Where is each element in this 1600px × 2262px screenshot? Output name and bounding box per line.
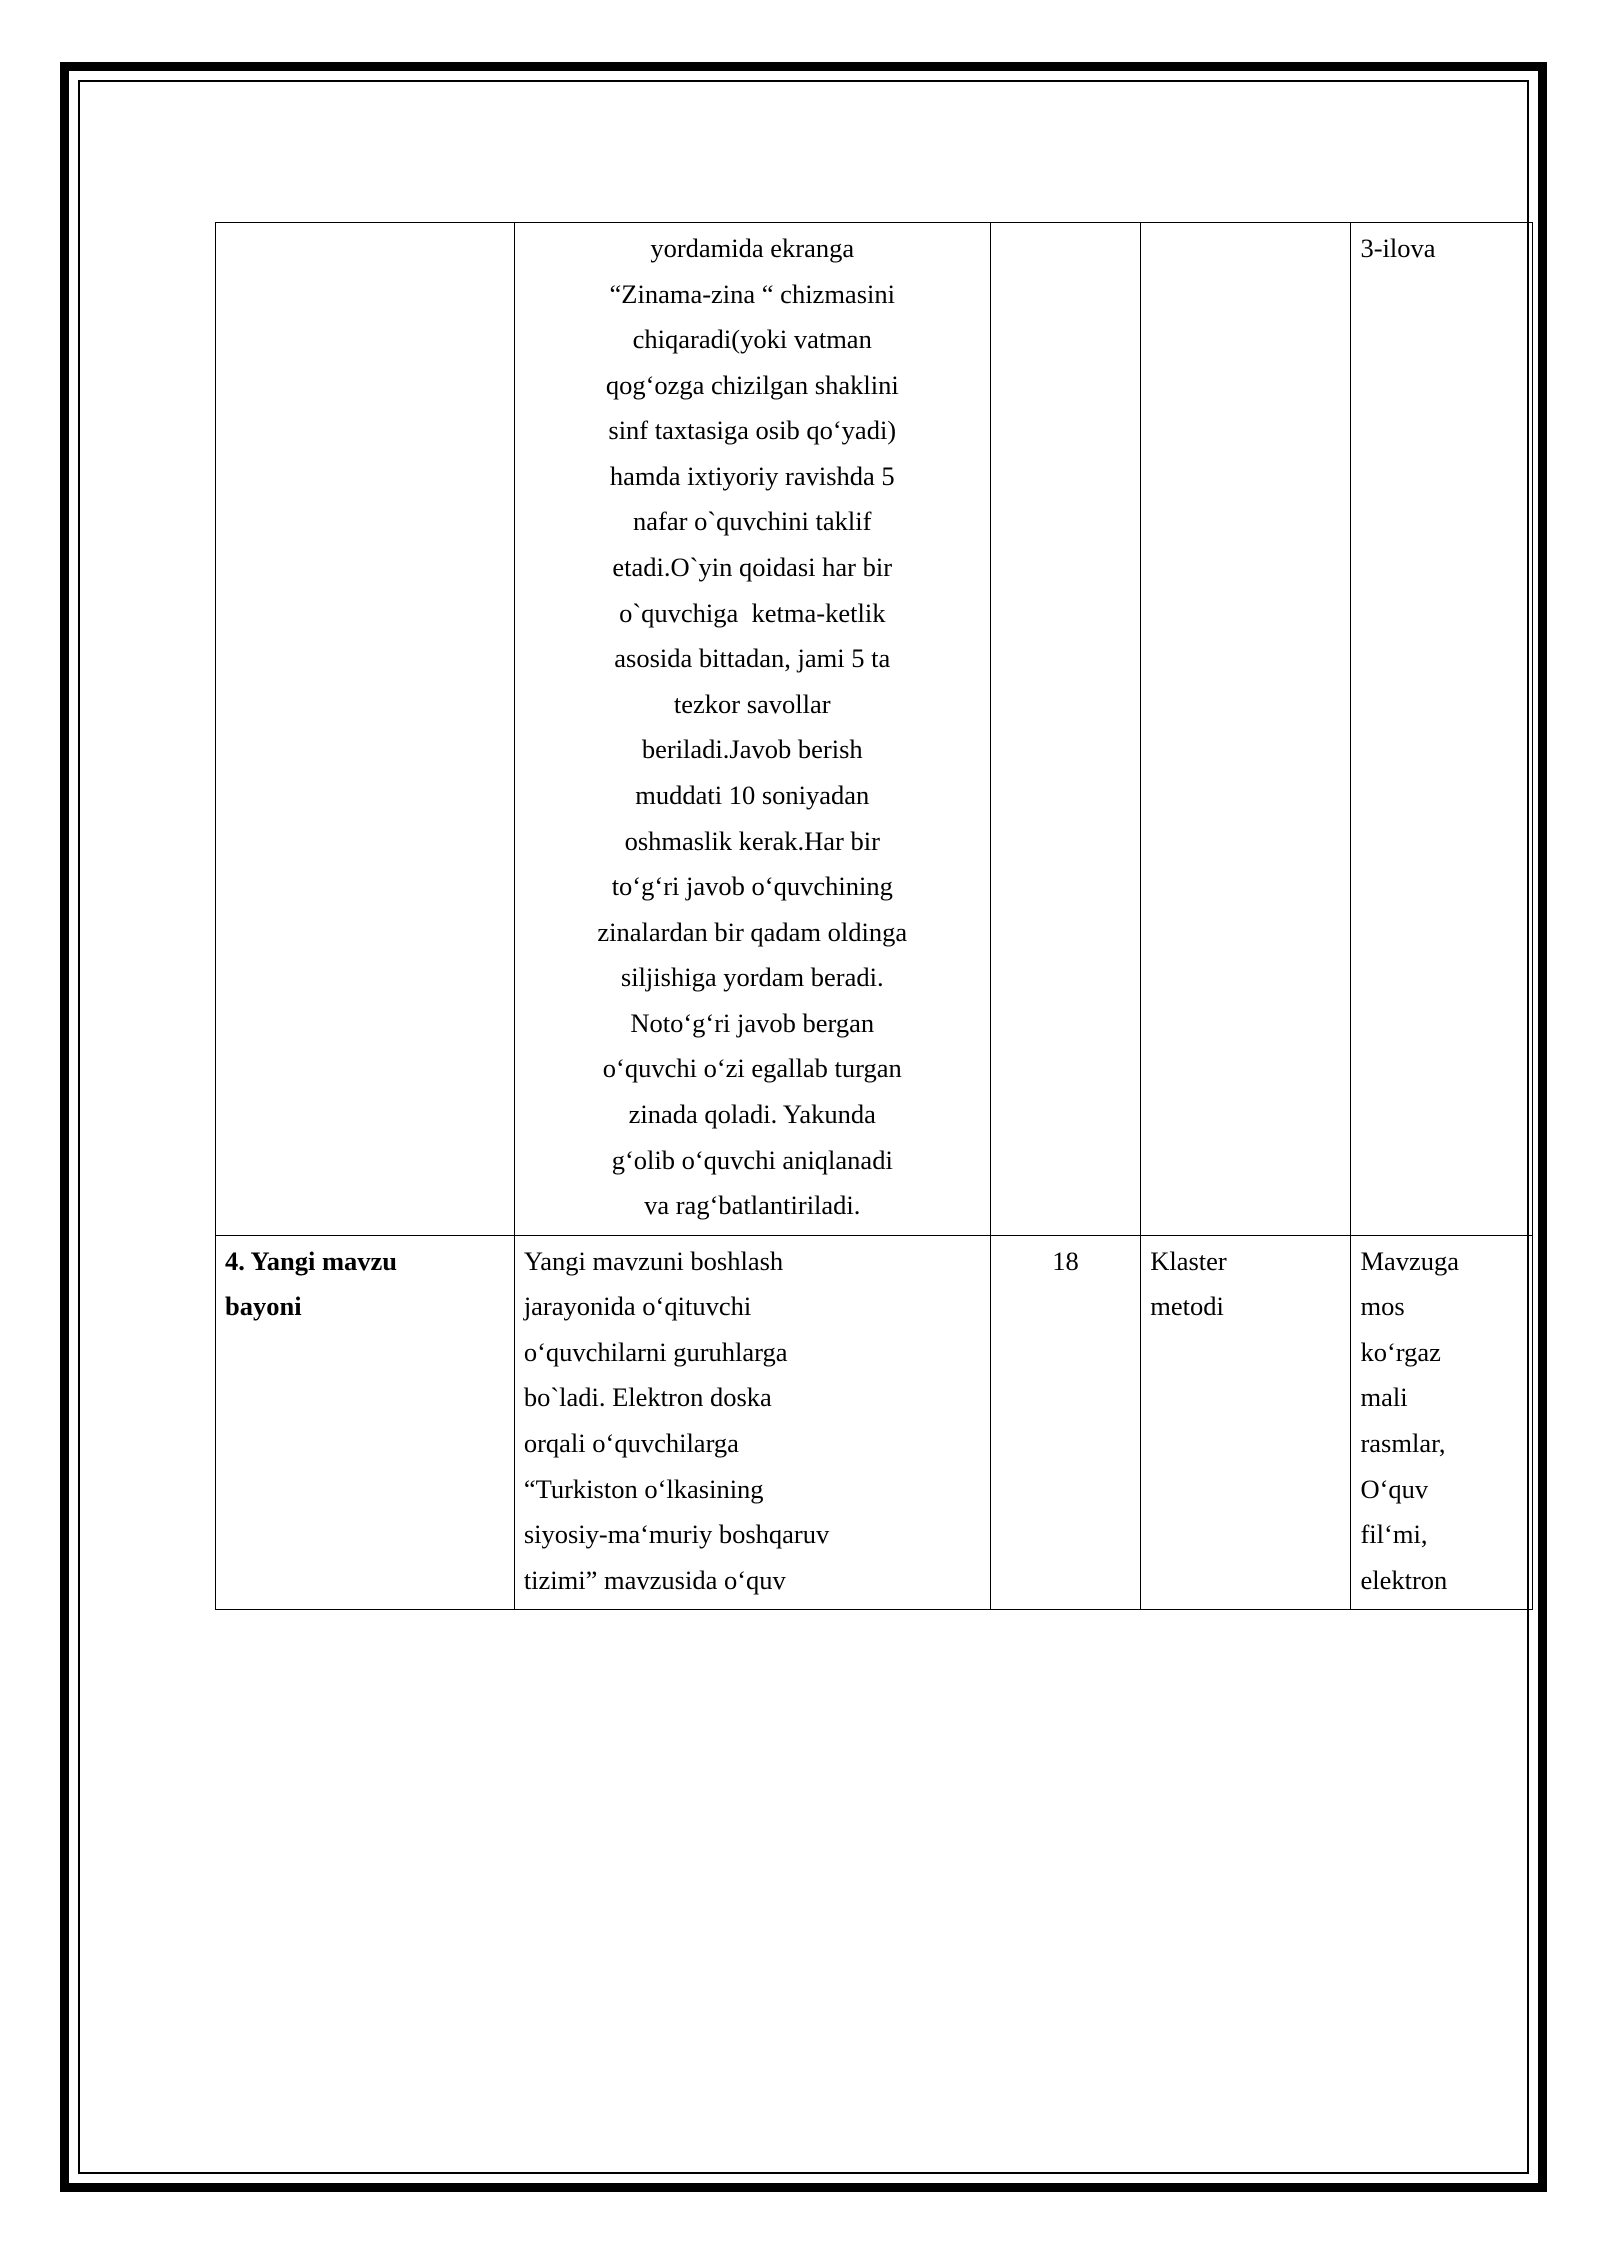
- text-line: metodi: [1150, 1291, 1224, 1322]
- text-line: mos: [1360, 1291, 1405, 1322]
- text-line: “Zinama-zina “ chizmasini: [609, 278, 895, 309]
- cell-lesson-stage-new-topic: [216, 1235, 515, 1610]
- cell-lesson-stage-continued: [216, 223, 515, 1236]
- text-line: qog‘ozga chizilgan shaklini: [605, 369, 899, 400]
- text-line: “Turkiston o‘lkasining: [523, 1473, 764, 1504]
- text-line: o‘quvchi o‘zi egallab turgan: [602, 1053, 902, 1084]
- page-outer-border: [60, 62, 1547, 2192]
- text-line: Yangi mavzuni boshlash: [523, 1245, 784, 1276]
- text-line: Klaster: [1150, 1245, 1227, 1276]
- text-line: orqali o‘quvchilarga: [523, 1428, 739, 1459]
- text-line: o‘quvchilarni guruhlarga: [523, 1336, 788, 1367]
- text-line: sinf taxtasiga osib qo‘yadi): [608, 415, 897, 446]
- page-inner-border: [78, 80, 1529, 2174]
- text-line: rasmlar,: [1360, 1428, 1446, 1459]
- text-line: siljishiga yordam beradi.: [620, 962, 884, 993]
- text-line: zinalardan bir qadam oldinga: [597, 916, 908, 947]
- text-line: bo`ladi. Elektron doska: [523, 1382, 772, 1413]
- cell-method-new-topic: [1141, 1235, 1351, 1610]
- table-row: [216, 223, 1533, 1236]
- text-line: Mavzuga: [1360, 1245, 1460, 1276]
- text-line: Noto‘g‘ri javob bergan: [630, 1007, 875, 1038]
- text-line: o`quvchiga ketma-ketlik: [619, 597, 886, 628]
- text-line: 4. Yangi mavzu: [225, 1245, 398, 1276]
- cell-activity-description-new-topic: [514, 1235, 990, 1610]
- attachment-label: 3-ilova: [1360, 233, 1436, 263]
- cell-method-continued: [1141, 223, 1351, 1236]
- text-line: hamda ixtiyoriy ravishda 5: [609, 460, 895, 491]
- text-line: to‘g‘ri javob o‘quvchining: [611, 871, 893, 902]
- text-line: yordamida ekranga: [650, 233, 855, 263]
- text-line: nafar o`quvchini taklif: [633, 506, 872, 537]
- duration-value: 18: [1052, 1245, 1079, 1276]
- text-line: va rag‘batlantiriladi.: [644, 1190, 861, 1221]
- text-line: oshmaslik kerak.Har bir: [624, 825, 880, 856]
- cell-resources-continued: [1351, 223, 1533, 1236]
- text-line: O‘quv: [1360, 1473, 1429, 1504]
- cell-duration-minutes-new-topic: [990, 1235, 1141, 1610]
- text-line: chiqaradi(yoki vatman: [632, 324, 872, 355]
- cell-resources-new-topic: [1351, 1235, 1533, 1610]
- text-line: etadi.O`yin qoidasi har bir: [612, 552, 893, 583]
- cell-activity-description-continued: [514, 223, 990, 1236]
- text-line: ko‘rgaz: [1360, 1336, 1441, 1367]
- text-line: asosida bittadan, jami 5 ta: [614, 643, 891, 674]
- text-line: bayoni: [225, 1291, 302, 1322]
- text-line: beriladi.Javob berish: [641, 734, 863, 765]
- text-line: g‘olib o‘quvchi aniqlanadi: [611, 1144, 893, 1175]
- text-line: tezkor savollar: [673, 688, 831, 719]
- text-line: jarayonida o‘qituvchi: [523, 1291, 752, 1322]
- lesson-plan-table: [215, 222, 1533, 1610]
- text-line: siyosiy-ma‘muriy boshqaruv: [523, 1519, 830, 1550]
- text-line: mali: [1360, 1382, 1408, 1413]
- text-line: fil‘mi,: [1360, 1519, 1428, 1550]
- text-line: tizimi” mavzusida o‘quv: [523, 1564, 786, 1595]
- cell-duration-minutes-continued: [990, 223, 1141, 1236]
- text-line: zinada qoladi. Yakunda: [628, 1098, 876, 1129]
- text-line: muddati 10 soniyadan: [635, 779, 870, 810]
- table-row: [216, 1235, 1533, 1610]
- page-content: [215, 222, 1533, 1610]
- text-line: elektron: [1360, 1564, 1448, 1595]
